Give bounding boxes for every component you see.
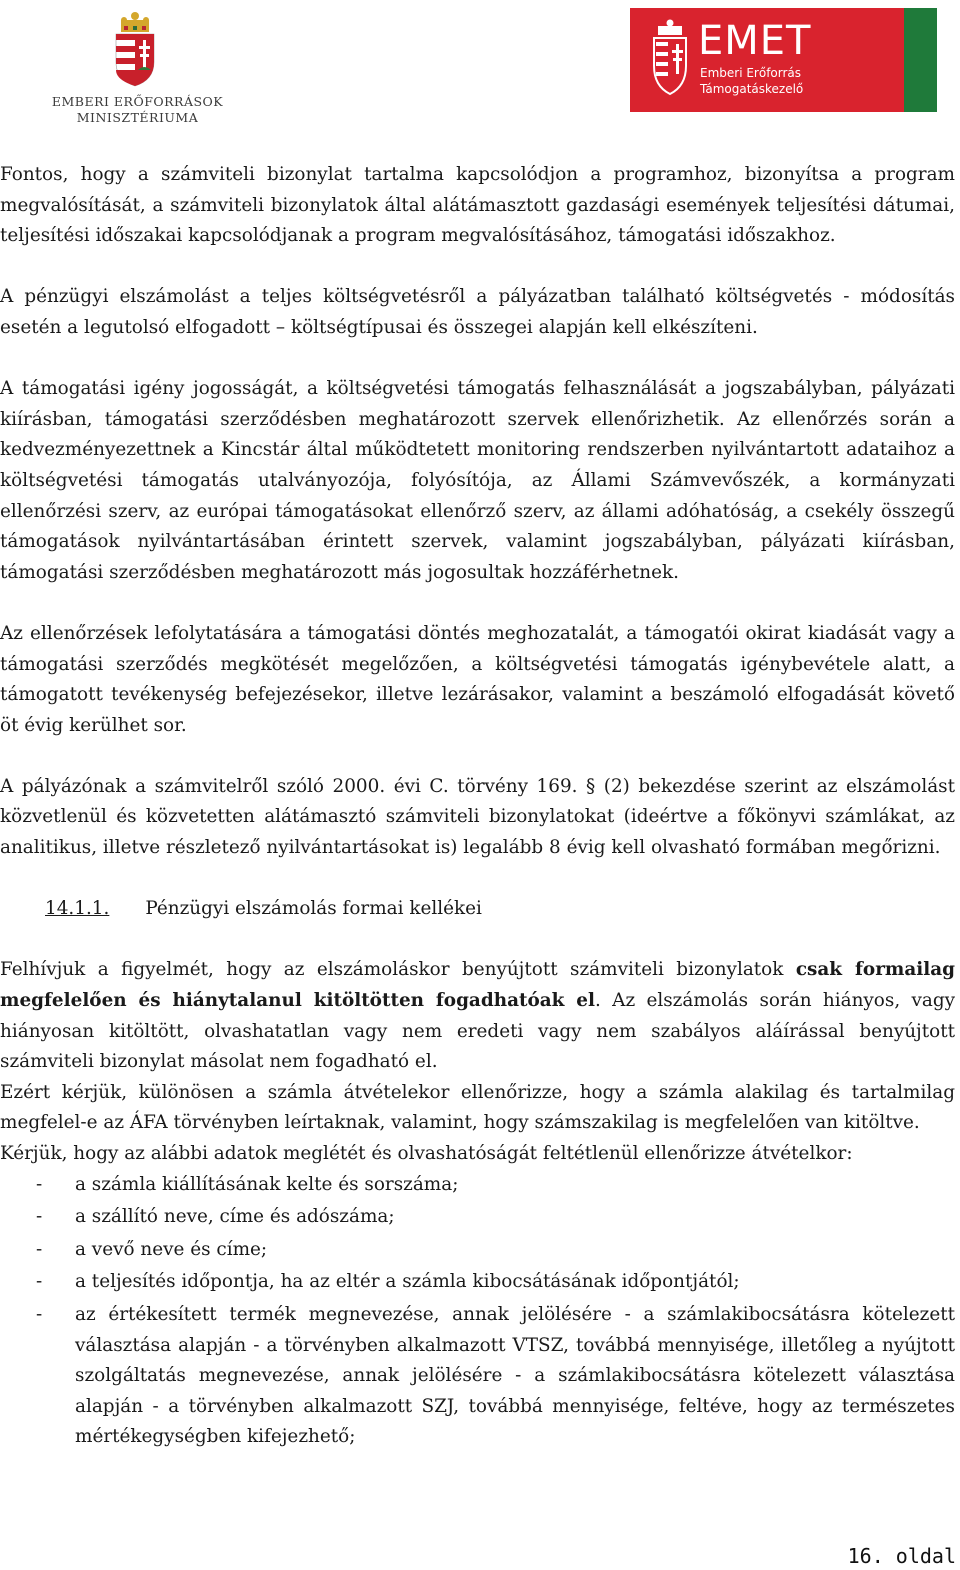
list-item-text: az értékesített termék megnevezése, annak jelölésére - a számlakibocsátásra kötelezett választása alapján - a törvényben alkalmazott VTSZ, továbbá mennyisége, illetőleg a nyújtott szolgáltatás megnevezése, annak jelölésére - a számlakibocsátásra kötelezett választása alapján - a törvényben alkalmazott SZJ, továbbá mennyisége, feltéve, hogy az természetes mértékegységben kifejezhető; [75,1303,955,1448]
ministry-name-line2: MINISZTÉRIUMA [76,110,199,125]
section-number: 14.1.1. [45,898,110,920]
paragraph-2: A pénzügyi elszámolást a teljes költségvetésről a pályázatban található költségvetés - módosítás esetén a legutolsó elfogadott – költségtípusai és összegei alapján kell elkészíteni. [0,286,955,338]
emet-logo-red-panel [630,8,904,112]
paragraph-3: A támogatási igény jogosságát, a költségvetési támogatás felhasználását a jogszabályban, pályázati kiírásban, támogatási szerződésben meghatározott szervek ellenőrizhetik. Az ellenőrzés során a kedvezményezettnek a Kincstár által működtetett monitoring rendszerben nyilvántartott adataihoz a költségvetési támogatás utalványozója, folyósítója, az Állami Számvevőszék, a kormányzati ellenőrzési szerv, az európai támogatásokat ellenőrző szerv, az állami adóhatóság, a csekély összegű támogatások nyilvántartásában érintett szervek, valamint jogszabályban, pályázati kiírásban, támogatási szerződésben meghatározott más jogosultak hozzáférhetnek. [0,378,955,583]
list-item [0,1170,955,1201]
list-item [0,1202,955,1233]
list-item [0,1235,955,1266]
ministry-logo [50,10,225,130]
list-dash: - [36,1173,43,1195]
emet-title: EMET [698,18,812,64]
paragraph-7: Ezért kérjük, különösen a számla átvételekor ellenőrizze, hogy a számla alakilag és tartalmilag megfelel-e az ÁFA törvényben leírtaknak, valamint, hogy számszakilag is megfelelően van kitöltve. [0,1081,955,1134]
ministry-name-line1: EMBERI ERŐFORRÁSOK [51,94,224,109]
list-item-text: a szállító neve, címe és adószáma; [75,1206,395,1228]
paragraph-6 [0,955,955,1077]
section-title: Pénzügyi elszámolás formai kellékei [145,898,482,920]
hungarian-coat-of-arms-icon [110,10,160,88]
list-item [0,1267,955,1298]
emet-subtitle-line1: Emberi Erőforrás [700,66,802,80]
list-item [0,1300,955,1453]
paragraph-4: Az ellenőrzések lefolytatására a támogatási döntés meghozatalát, a támogatói okirat kiadását vagy a támogatási szerződés megkötését megelőzően, a költségvetési támogatás igénybevétele alatt, a támogatott tevékenység befejezésekor, illetve lezárásakor, valamint a beszámoló elfogadását követő öt évig kerülhet sor. [0,622,955,736]
emet-subtitle-line2: Támogatáskezelő [700,82,804,96]
paragraph-5: A pályázónak a számvitelről szóló 2000. évi C. törvény 169. § (2) bekezdése szerint az elszámolást közvetlenül és közvetetten alátámasztó számviteli bizonylatokat (ideértve a főkönyvi számlákat, az analitikus, illetve részletező nyilvántartásokat is) legalább 8 évig kell olvasható formában megőrizni. [0,775,955,859]
paragraph-6-end: . Az elszámolás során hiányos, vagy hiányosan kitöltött, olvashatatlan vagy nem eredeti vagy nem szabályos aláírással benyújtott számviteli bizonylat másolat nem fogadható el. [0,990,956,1073]
emet-crest-icon [650,18,690,102]
list-dash: - [36,1206,43,1228]
section-heading [0,894,955,925]
paragraph-8: Kérjük, hogy az alábbi adatok meglétét és olvashatóságát feltétlenül ellenőrizze átvételkor: [0,1143,853,1164]
list-item-text: a teljesítés időpontja, ha az eltér a számla kibocsátásának időpontjától; [75,1271,740,1293]
list-item-text: a vevő neve és címe; [75,1238,268,1260]
emet-logo-green-strip [904,8,937,112]
list-dash: - [36,1303,43,1325]
paragraph-1: Fontos, hogy a számviteli bizonylat tartalma kapcsolódjon a programhoz, bizonyítsa a program megvalósítását, a számviteli bizonylatok által alátámasztott gazdasági események teljesítési dátumai, teljesítési időszakai kapcsolódjanak a program megvalósításához, támogatási időszakhoz. [0,164,955,247]
list-item-text: a számla kiállításának kelte és sorszáma; [75,1173,459,1195]
invoice-requirements-list [0,1170,955,1453]
page-number: 16. oldal [847,1544,956,1568]
paragraph-6-start: Felhívjuk a figyelmét, hogy az elszámoláskor benyújtott számviteli bizonylatok [0,959,796,981]
list-dash: - [36,1238,43,1260]
paragraph-6-emphasis: csak formailag megfelelően és hiánytalanul kitöltötten fogadhatóak el [0,959,956,1012]
list-dash: - [36,1271,43,1293]
document-body [0,160,955,1455]
emet-logo [630,8,937,112]
